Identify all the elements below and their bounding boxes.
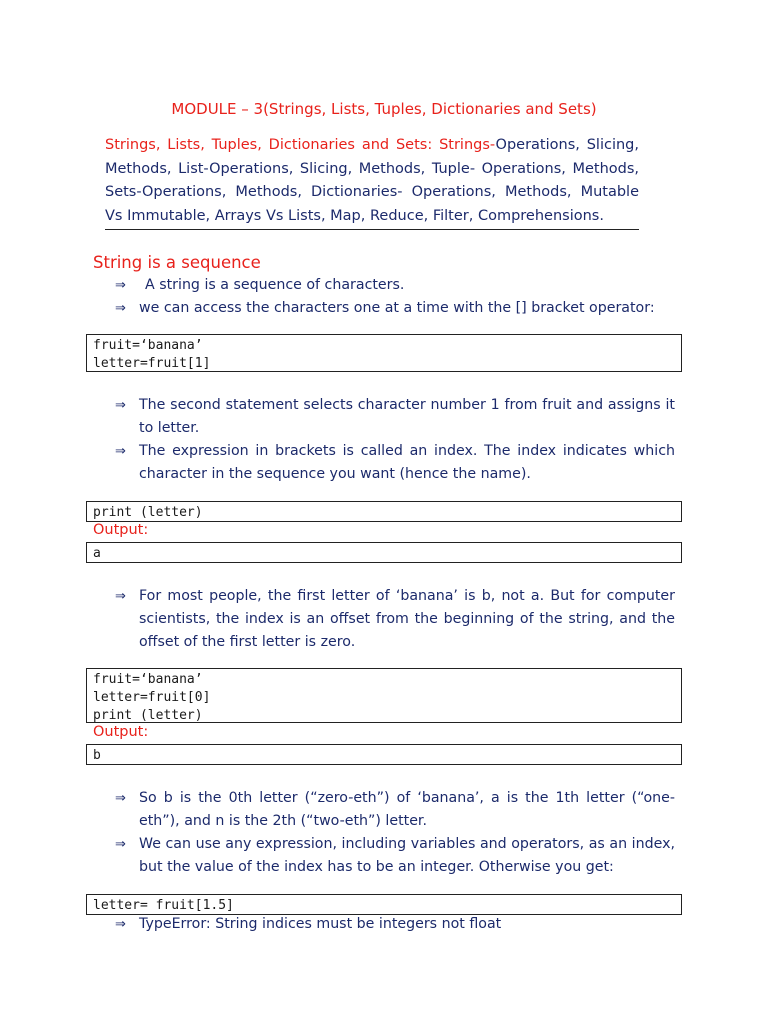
arrow-icon: ⇒	[115, 398, 126, 413]
arrow-icon: ⇒	[115, 301, 126, 316]
bullet-item	[115, 585, 675, 655]
arrow-icon: ⇒	[115, 837, 126, 852]
syllabus-topics-red: Strings, Lists, Tuples, Dictionaries and Sets: Strings-	[105, 137, 496, 153]
bullet-item	[115, 913, 675, 936]
arrow-icon: ⇒	[115, 278, 126, 293]
code-block: letter= fruit[1.5]	[86, 894, 682, 915]
output-block: b	[86, 744, 682, 765]
syllabus-line-1	[105, 134, 639, 158]
syllabus-line-2: Methods, List-Operations, Slicing, Methods, Tuple- Operations, Methods,	[105, 160, 639, 177]
bullet-item	[115, 394, 675, 440]
arrow-icon: ⇒	[115, 917, 126, 932]
bullet-text: The second statement selects character number 1 from fruit and assigns it to letter.	[139, 397, 675, 437]
bullet-text: So b is the 0th letter (“zero-eth”) of ‘banana’, a is the 1th letter (“one-eth”), and n is the 2th (“two-eth”) letter.	[139, 790, 675, 830]
bullet-item	[115, 440, 675, 486]
bullet-item	[115, 833, 675, 879]
bullet-item	[115, 274, 675, 297]
output-label: Output:	[93, 522, 149, 538]
arrow-icon: ⇒	[115, 444, 126, 459]
bullet-text: For most people, the first letter of ‘banana’ is b, not a. But for computer scientists, the index is an offset from the beginning of the string, and the offset of the first letter is zero.	[139, 588, 675, 651]
syllabus-line-4: Vs Immutable, Arrays Vs Lists, Map, Reduce, Filter, Comprehensions.	[105, 207, 604, 224]
output-label: Output:	[93, 724, 149, 740]
syllabus-paragraph	[105, 134, 639, 228]
module-title: MODULE – 3(Strings, Lists, Tuples, Dictionaries and Sets)	[171, 100, 597, 118]
syllabus-line-1-rest: Operations, Slicing,	[495, 137, 639, 153]
bullet-item	[115, 787, 675, 833]
arrow-icon: ⇒	[115, 791, 126, 806]
arrow-icon: ⇒	[115, 589, 126, 604]
bullet-text: A string is a sequence of characters.	[145, 277, 405, 293]
output-block: a	[86, 542, 682, 563]
bullet-text: The expression in brackets is called an index. The index indicates which character in the sequence you want (hence the name).	[139, 443, 675, 483]
bullet-text: we can access the characters one at a time with the [] bracket operator:	[139, 300, 655, 316]
code-block: print (letter)	[86, 501, 682, 522]
bullet-item	[115, 297, 675, 320]
code-block: fruit=‘banana’ letter=fruit[1]	[86, 334, 682, 372]
section-heading: String is a sequence	[93, 253, 261, 272]
bullet-text: TypeError: String indices must be integers not float	[139, 916, 502, 932]
syllabus-line-3: Sets-Operations, Methods, Dictionaries- Operations, Methods, Mutable	[105, 184, 639, 200]
code-block: fruit=‘banana’ letter=fruit[0] print (letter)	[86, 668, 682, 723]
divider-rule	[105, 229, 639, 230]
bullet-text: We can use any expression, including variables and operators, as an index, but the value of the index has to be an integer. Otherwise you get:	[139, 836, 675, 876]
